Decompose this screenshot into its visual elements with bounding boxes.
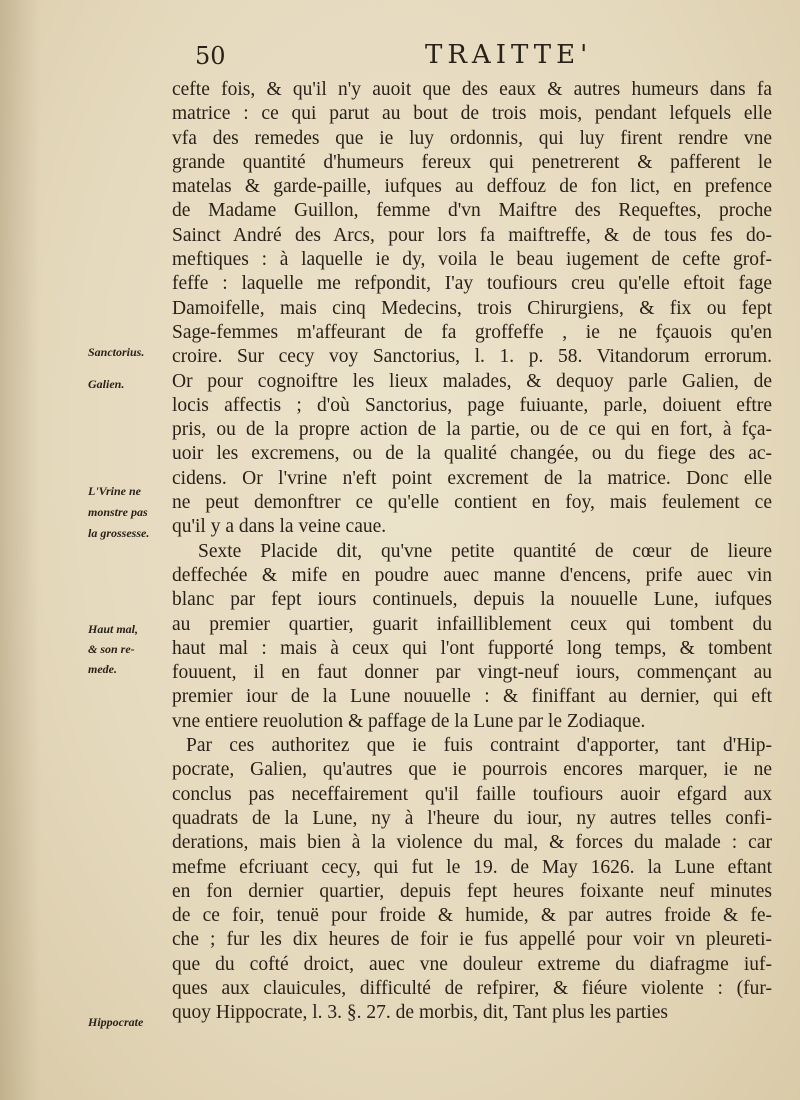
page-number: 50 (195, 42, 226, 70)
text-line: Par ces authoritez que ie fuis contraint d'apporter, tant d'Hip- (186, 735, 772, 757)
paragraph (172, 734, 772, 1026)
body-text (172, 78, 772, 1026)
text-line: en fon dernier quartier, depuis fept heures foixante neuf minutes (172, 880, 772, 902)
text-line: conclus pas neceffairement qu'il faille toufiours auoir efgard aux (172, 783, 772, 805)
text-line: feffe : laquelle me refpondit, I'ay toufiours creu qu'elle eftoit fage (172, 273, 772, 295)
paragraph (172, 78, 772, 540)
text-line: qu'il y a dans la veine caue. (172, 516, 387, 538)
text-line: quoy Hippocrate, l. 3. §. 27. de morbis, dit, Tant plus les parties (172, 1002, 668, 1024)
text-line: cidens. Or l'vrine n'eft point excrement de la matrice. Donc elle (172, 467, 772, 489)
text-line: blanc par fept iours continuels, depuis la nouuelle Lune, iufques (172, 589, 772, 611)
text-line: quadrats de la Lune, ny à l'heure du iour, ny autres telles confi- (172, 807, 772, 829)
margin-note (88, 619, 172, 679)
text-line: ques aux clauicules, difficulté de refpirer, & fiéure violente : (fur- (172, 977, 772, 999)
text-line: matelas & garde-paille, iufques au deffouz de fon lict, en prefence (172, 176, 772, 198)
text-line: Or pour cognoiftre les lieux malades, & dequoy parle Galien, de (172, 370, 772, 392)
paragraph (172, 540, 772, 734)
text-line: vfa des remedes que ie luy ordonnis, qui luy firent rendre vne (172, 127, 772, 149)
text-line: croire. Sur cecy voy Sanctorius, l. 1. p. 58. Vitandorum errorum. (172, 346, 772, 368)
text-line: Sexte Placide dit, qu'vne petite quantité de cœur de lieure (198, 540, 772, 562)
margin-note-line: & son re- (88, 642, 135, 656)
text-line: vne entiere reuolution & paffage de la Lune par le Zodiaque. (172, 710, 646, 732)
margin-note (88, 481, 172, 544)
text-line: premier iour de la Lune nouuelle : & finiffant au dernier, qui eft (172, 686, 772, 708)
text-line: cefte fois, & qu'il n'y auoit que des eaux & autres humeurs dans fa (172, 79, 772, 100)
margin-note-line: la grossesse. (88, 526, 150, 540)
text-line: de ce foir, tenuë pour froide & humide, & par autres froide & fe- (172, 905, 772, 927)
text-line: ne peut demonftrer ce qu'elle contient en foy, mais feulement ce (172, 492, 772, 514)
margin-note-line: L'Vrine ne (88, 484, 142, 498)
text-line: deffechée & mife en poudre auec manne d'encens, prife auec vin (172, 564, 772, 586)
running-title: TRAITTE' (425, 40, 593, 70)
text-line: meftiques : à laquelle ie dy, voila le beau iugement de cefte grof- (172, 249, 772, 271)
text-line: pocrate, Galien, qu'autres que ie pourrois encores marquer, ie ne (172, 759, 772, 781)
text-line: de Madame Guillon, femme d'vn Maiftre des Requeftes, proche (172, 200, 772, 222)
text-line: fouuent, il en faut donner par vingt-neuf iours, commençant au (172, 662, 772, 684)
text-line: Sage-femmes m'affeurant de fa groffeffe , ie ne fçauois qu'en (172, 321, 772, 343)
margin-note-line: monstre pas (88, 505, 148, 519)
margin-note-line: Haut mal, (88, 622, 139, 636)
margin-note-line: Sanctorius. (88, 345, 145, 359)
text-line: uoir les excremens, ou de la qualité changée, ou du fiege des ac- (172, 443, 772, 465)
text-line: Sainct André des Arcs, pour lors fa maiftreffe, & de tous fes do- (172, 224, 772, 246)
text-line: que du cofté droict, auec vne douleur extreme du diafragme iuf- (172, 953, 772, 975)
margin-note-line: mede. (88, 662, 117, 676)
text-line: mefme efcriuant cecy, qui fut le 19. de May 1626. la Lune eftant (172, 856, 772, 878)
text-line: au premier quartier, guarit infailliblement ceux qui tombent du (172, 613, 772, 635)
text-line: matrice : ce qui parut au bout de trois mois, pendant lefquels elle (172, 103, 772, 125)
margin-note-line: Galien. (88, 377, 125, 391)
margin-note (88, 1015, 172, 1029)
margin-note-line: Hippocrate (88, 1015, 144, 1029)
text-line: locis affectis ; d'où Sanctorius, page fuiuante, parle, doiuent eftre (172, 394, 772, 416)
text-line: Damoifelle, mais cinq Medecins, trois Chirurgiens, & fix ou fept (172, 297, 772, 319)
margin-note (88, 377, 172, 391)
text-line: che ; fur les dix heures de foir ie fus appellé pour voir vn pleureti- (172, 929, 772, 951)
page-header (195, 40, 775, 74)
text-line: pris, ou de la propre action de la partie, ou de ce qui en fort, à fça- (172, 419, 772, 441)
text-line: grande quantité d'humeurs fereux qui penetrerent & pafferent le (172, 151, 772, 173)
text-line: derations, mais bien à la violence du mal, & forces du malade : car (172, 832, 772, 854)
margin-notes (88, 0, 170, 1100)
text-line: haut mal : mais à ceux qui l'ont fupporté long temps, & tombent (172, 637, 772, 659)
margin-note (88, 345, 172, 359)
